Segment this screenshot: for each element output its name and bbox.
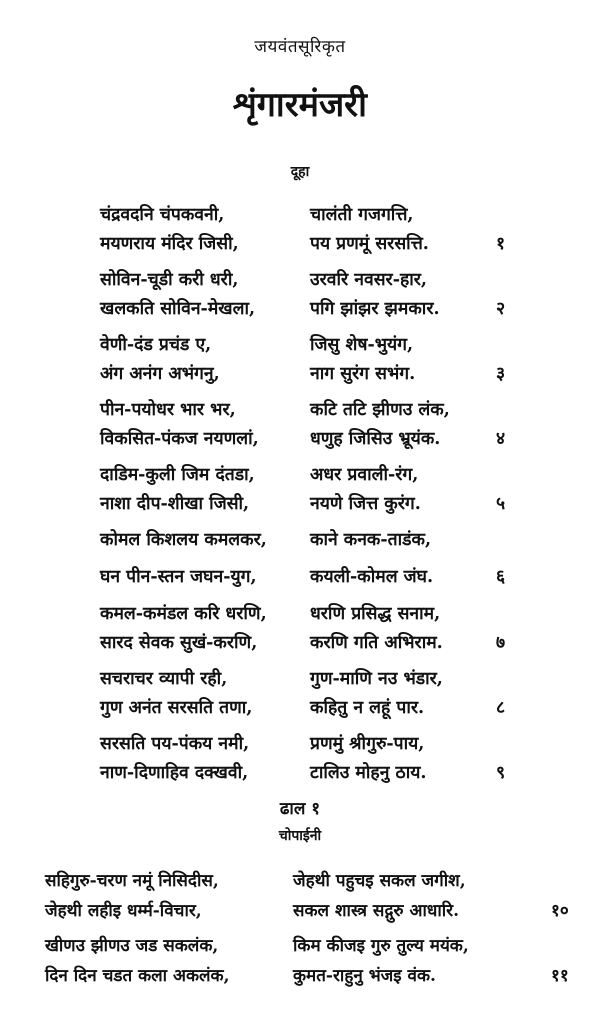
verse-second-half: कटि तटि झीणउ लंक, xyxy=(310,400,450,420)
verse-number: १ xyxy=(496,234,506,254)
verse-first-half: मयणराय मंदिर जिसी, xyxy=(100,234,239,254)
verse-first-half: दिन दिन चडत कला अकलंक, xyxy=(45,966,230,986)
verse-line xyxy=(45,866,585,896)
verse-first-half: सरसति पय-पंकय नमी, xyxy=(100,734,250,754)
verse-second-half: कुमत-राहुनु भंजइ वंक. xyxy=(293,966,436,986)
verse-second-half: नाग सुरंग सभंग. xyxy=(310,364,416,384)
verse-first-half: अंग अनंग अभंगनु, xyxy=(100,364,220,384)
verse-line xyxy=(100,424,520,454)
verse-first-half: वेणी-दंड प्रचंड ए, xyxy=(100,335,212,355)
verse-number: ९ xyxy=(496,763,506,783)
verse-second-half: कहितु न लहूं पार. xyxy=(310,698,425,718)
verse-first-half: नाण-दिणाहिव दक्खवी, xyxy=(100,763,249,783)
verse-second-half: अधर प्रवाली-रंग, xyxy=(310,465,419,485)
verse-second-half: काने कनक-ताडंक, xyxy=(310,530,432,550)
verse-first-half: पीन-पयोधर भार भर, xyxy=(100,400,236,420)
verse-first-half: विकसित-पंकज नयणलां, xyxy=(100,429,259,449)
verse-number: ११ xyxy=(551,966,569,986)
verse-first-half: घन पीन-स्तन जघन-युग, xyxy=(100,567,257,587)
verse-line xyxy=(100,489,520,519)
verse-second-half: उरवरि नवसर-हार, xyxy=(310,270,428,290)
verse-line xyxy=(100,758,520,788)
verse-first-half: गुण अनंत सरसति तणा, xyxy=(100,698,253,718)
verse-first-half: नाशा दीप-शीखा जिसी, xyxy=(100,494,250,514)
verse-number: ६ xyxy=(496,567,506,587)
verse-number: ५ xyxy=(496,494,506,514)
section-heading-duha: दूहा xyxy=(290,164,310,180)
verse-first-half: खलकति सोविन-मेखला, xyxy=(100,299,256,319)
page-title: शृंगारमंजरी xyxy=(233,85,367,125)
verse-second-half: कयली-कोमल जंघ. xyxy=(310,567,434,587)
verse-number: ४ xyxy=(496,429,506,449)
author-heading: जयवंतसूरिकृत xyxy=(254,37,346,57)
verse-line xyxy=(100,265,520,295)
verse-second-half: पय प्रणमूं सरसत्ति. xyxy=(310,234,429,254)
verse-number: ३ xyxy=(496,364,506,384)
verse-line xyxy=(100,460,520,490)
verse-number: २ xyxy=(496,299,506,319)
verse-line xyxy=(100,200,520,230)
verse-number: ७ xyxy=(496,633,506,653)
verse-line xyxy=(100,330,520,360)
verse-line xyxy=(45,961,585,991)
verse-line xyxy=(100,664,520,694)
verse-line xyxy=(45,931,585,961)
verse-line xyxy=(100,294,520,324)
verse-first-half: सहिगुरु-चरण नमूं निसिदीस, xyxy=(45,871,219,891)
verse-second-half: गुण-माणि नउ भंडार, xyxy=(310,669,443,689)
verse-first-half: कोमल किशलय कमलकर, xyxy=(100,530,267,550)
verse-first-half: सचराचर व्यापी रही, xyxy=(100,669,228,689)
verse-second-half: नयणे जित्त कुरंग. xyxy=(310,494,421,514)
verse-second-half: सकल शास्त्र सद्गुरु आधारि. xyxy=(293,901,460,921)
verse-line xyxy=(100,628,520,658)
verse-line xyxy=(100,729,520,759)
verse-line xyxy=(45,896,585,926)
verse-second-half: पगि झांझर झमकार. xyxy=(310,299,440,319)
verse-first-half: जेहथी लहीइ धर्म्म-विचार, xyxy=(45,901,202,921)
verse-first-half: कमल-कमंडल करि धरणि, xyxy=(100,604,267,624)
verse-first-half: चंद्रवदनि चंपकवनी, xyxy=(100,205,225,225)
verse-second-half: चालंती गजगत्ति, xyxy=(310,205,414,225)
verse-line xyxy=(100,359,520,389)
verse-second-half: किम कीजइ गुरु तुल्य मयंक, xyxy=(293,936,469,956)
verse-first-half: खीणउ झीणउ जड सकलंक, xyxy=(45,936,219,956)
verse-second-half: टालिउ मोहनु ठाय. xyxy=(310,763,427,783)
verse-line xyxy=(100,599,520,629)
verse-second-half: धणुह जिसिउ भ्रूयंक. xyxy=(310,429,441,449)
verse-second-half: प्रणमुं श्रीगुरु-पाय, xyxy=(310,734,425,754)
verse-first-half: सारद सेवक सुखं-करणि, xyxy=(100,633,258,653)
section-heading-chopai: चोपाईनी xyxy=(278,828,322,844)
verse-second-half: जेहथी पहुचइ सकल जगीश, xyxy=(293,871,466,891)
verse-number: १० xyxy=(551,901,569,921)
verse-second-half: करणि गति अभिराम. xyxy=(310,633,443,653)
verse-line xyxy=(100,562,520,592)
verse-number: ८ xyxy=(496,698,506,718)
verse-first-half: सोविन-चूडी करी धरी, xyxy=(100,270,239,290)
verse-line xyxy=(100,229,520,259)
verse-line xyxy=(100,693,520,723)
verse-line xyxy=(100,395,520,425)
verse-line xyxy=(100,525,520,555)
verse-second-half: जिसु शेष-भुयंग, xyxy=(310,335,414,355)
section-heading-dhal: ढाल १ xyxy=(279,799,321,819)
verse-first-half: दाडिम-कुली जिम दंतडा, xyxy=(100,465,255,485)
verse-second-half: धरणि प्रसिद्ध सनाम, xyxy=(310,604,441,624)
